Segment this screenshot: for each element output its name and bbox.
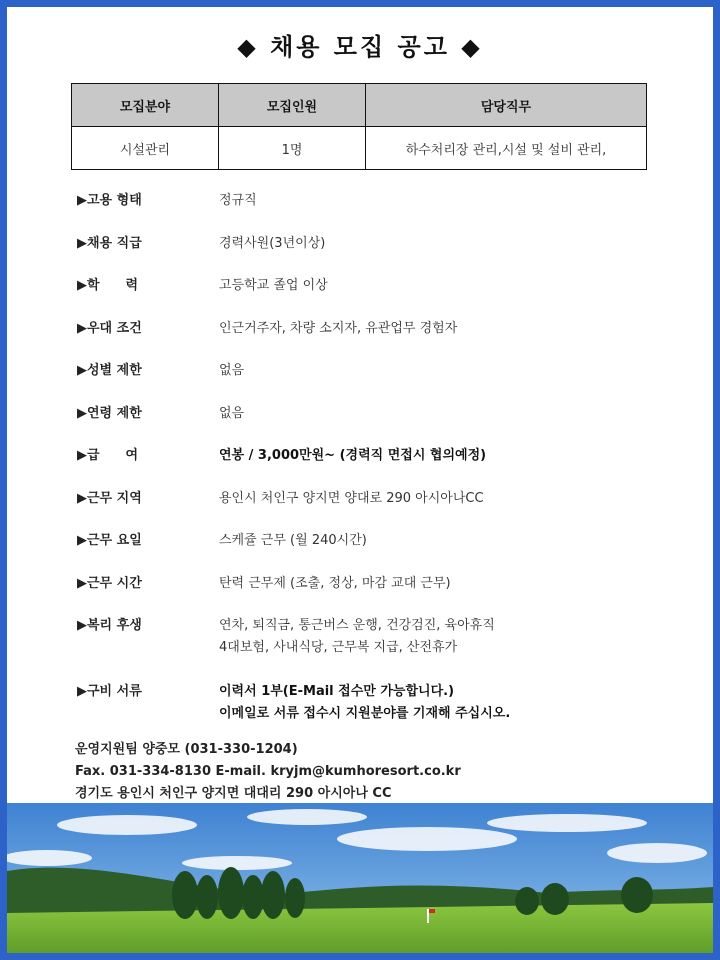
item-label: ▶근무 지역 <box>77 491 142 506</box>
item-value: 스케쥴 근무 (월 240시간) <box>219 533 367 548</box>
item-value: 연봉 / 3,000만원~ (경력직 면접시 협의예정) <box>219 448 487 463</box>
table-header: 모집분야 <box>72 84 219 127</box>
item-label: ▶근무 시간 <box>77 576 142 591</box>
flag-icon <box>429 909 435 913</box>
page-title: ◆ 채용 모집 공고 ◆ <box>237 33 483 61</box>
contact-block <box>75 739 695 805</box>
table-header-row <box>72 84 647 127</box>
table-cell: 1명 <box>219 127 366 170</box>
golf-course-image <box>7 803 713 953</box>
item-value: 인근거주자, 차량 소지자, 유관업무 경험자 <box>219 321 458 336</box>
item-label: ▶우대 조건 <box>77 321 142 336</box>
flag-pole <box>427 909 429 923</box>
item-label: ▶고용 형태 <box>77 193 142 208</box>
table-cell: 하수처리장 관리,시설 및 설비 관리, <box>366 127 647 170</box>
contact-address: 경기도 용인시 처인구 양지면 대대리 290 아시아나 CC <box>75 786 392 801</box>
item-value: 경력사원(3년이상) <box>219 236 326 251</box>
item-value: 고등학교 졸업 이상 <box>219 278 328 293</box>
item-value-continued: 이메일로 서류 접수시 지원분야를 기재해 주십시오. <box>219 706 511 721</box>
contact-fax-email: Fax. 031-334-8130 E-mail. kryjm@kumhoresort.co.kr <box>75 764 461 779</box>
recruit-table <box>71 83 647 170</box>
item-label: ▶근무 요일 <box>77 533 142 548</box>
contact-team-phone: 운영지원팀 양중모 (031-330-1204) <box>75 742 298 757</box>
item-label: ▶연령 제한 <box>77 406 142 421</box>
item-value: 탄력 근무제 (조출, 정상, 마감 교대 근무) <box>219 576 451 591</box>
table-cell: 시설관리 <box>72 127 219 170</box>
item-label: ▶구비 서류 <box>77 684 142 699</box>
item-label: ▶채용 직급 <box>77 236 142 251</box>
item-label: ▶학 력 <box>77 278 139 293</box>
item-value: 없음 <box>219 363 245 378</box>
table-row <box>72 127 647 170</box>
item-value: 정규직 <box>219 193 257 208</box>
item-label: ▶성별 제한 <box>77 363 142 378</box>
item-value: 용인시 처인구 양지면 양대로 290 아시아나CC <box>219 491 484 506</box>
item-label: ▶복리 후생 <box>77 618 142 633</box>
table-header: 담당직무 <box>366 84 647 127</box>
item-label: ▶급 여 <box>77 448 139 463</box>
item-value: 연차, 퇴직금, 통근버스 운행, 건강검진, 육아휴직 <box>219 618 495 633</box>
item-value-continued: 4대보험, 사내식당, 근무복 지급, 산전휴가 <box>219 640 458 655</box>
item-value: 없음 <box>219 406 245 421</box>
item-value: 이력서 1부(E-Mail 접수만 가능합니다.) <box>219 684 455 699</box>
table-header: 모집인원 <box>219 84 366 127</box>
